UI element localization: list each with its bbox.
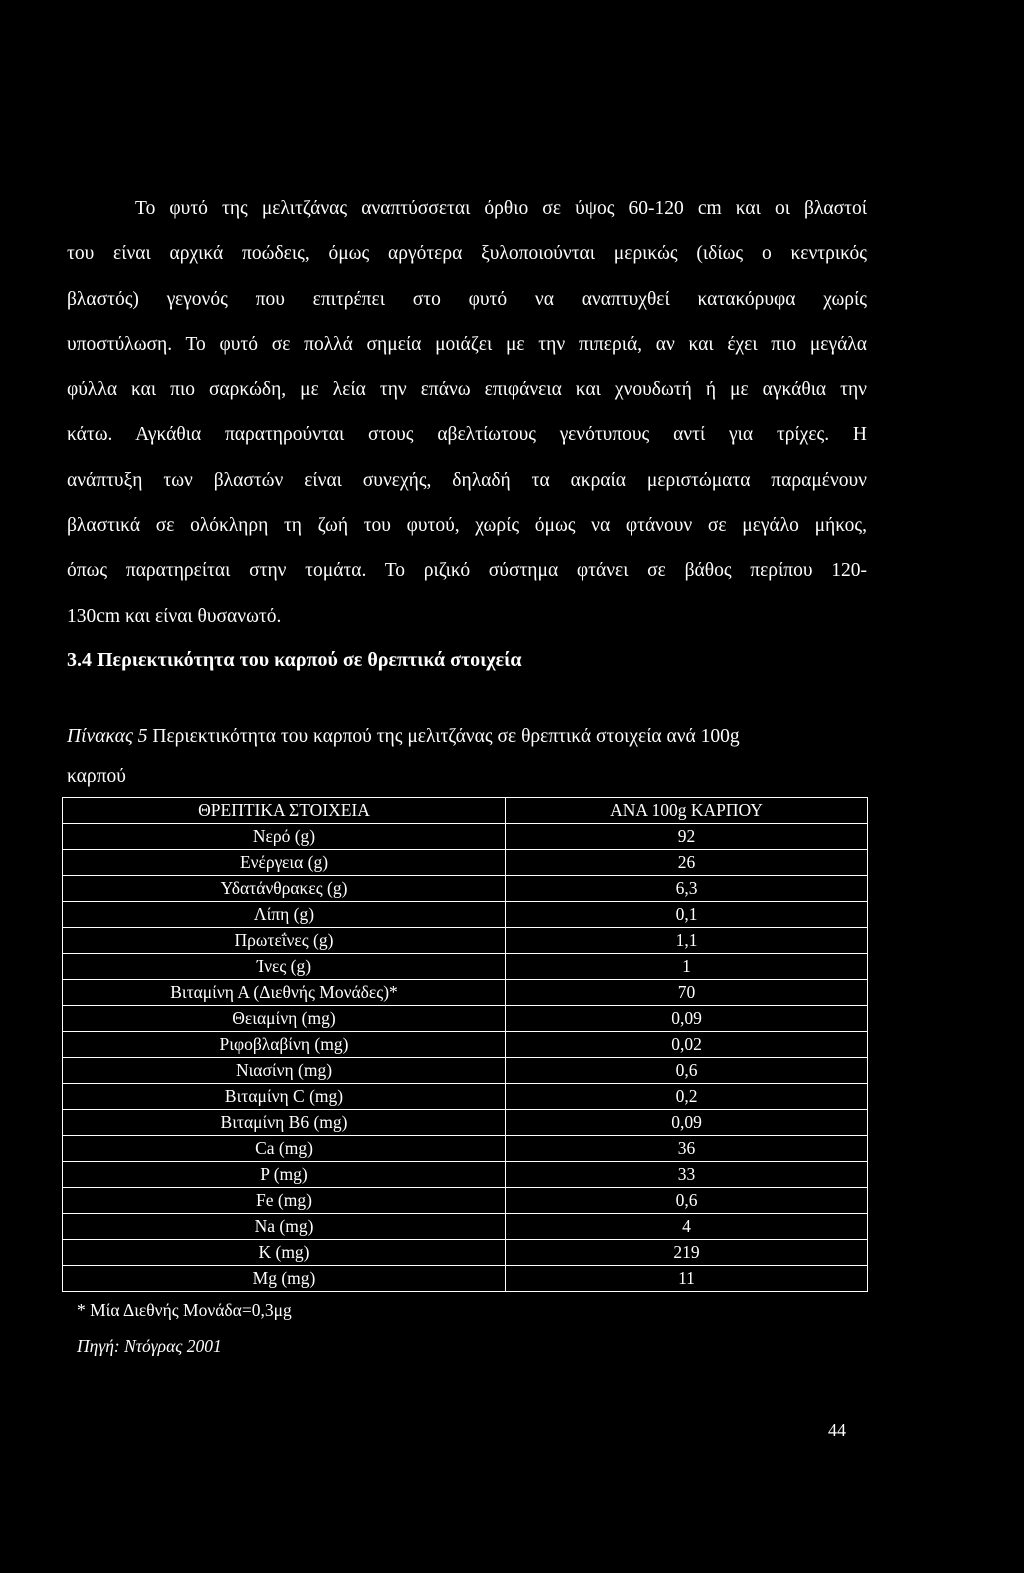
paragraph-line: του είναι αρχικά ποώδεις, όμως αργότερα ξυλοποιούνται μερικώς (ιδίως ο κεντρικός [67, 243, 867, 265]
nutrient-name-cell: Fe (mg) [63, 1188, 506, 1214]
nutrient-value-cell: 0,02 [506, 1032, 868, 1058]
paragraph-line: όπως παρατηρείται στην τομάτα. Το ριζικό σύστημα φτάνει σε βάθος περίπου 120- [67, 560, 867, 582]
page-number: 44 [828, 1420, 846, 1440]
nutrient-value-cell: 0,2 [506, 1084, 868, 1110]
paragraph-line: κάτω. Αγκάθια παρατηρούνται στους αβελτίωτους γενότυπους αντί για τρίχες. Η [67, 424, 867, 446]
nutrient-value-cell: 36 [506, 1136, 868, 1162]
nutrient-name-cell: Λίπη (g) [63, 902, 506, 928]
paragraph-line: βλαστός) γεγονός που επιτρέπει στο φυτό να αναπτυχθεί κατακόρυφα χωρίς [67, 288, 867, 310]
nutrient-value-cell: 33 [506, 1162, 868, 1188]
footnote: * Μία Διεθνής Μονάδα=0,3μg [77, 1300, 292, 1320]
caption-second-line: καρπού [67, 766, 126, 787]
caption-label: Πίνακας 5 [67, 726, 148, 747]
source-note: Πηγή: Ντόγρας 2001 [77, 1336, 222, 1356]
nutrient-value-cell: 0,1 [506, 902, 868, 928]
paragraph-line: 130cm και είναι θυσανωτό. [67, 605, 282, 627]
nutrient-name-cell: Νερό (g) [63, 824, 506, 850]
paragraph-line: ανάπτυξη των βλαστών είναι συνεχής, δηλαδή τα ακραία μεριστώματα παραμένουν [67, 469, 867, 491]
caption-first-line [67, 717, 867, 757]
table-row [63, 1240, 868, 1266]
table-body [63, 824, 868, 1292]
table-row [63, 1136, 868, 1162]
nutrient-value-cell: 26 [506, 850, 868, 876]
nutrient-name-cell: Πρωτεΐνες (g) [63, 928, 506, 954]
nutrient-name-cell: Βιταμίνη Β6 (mg) [63, 1110, 506, 1136]
nutrient-name-cell: Νιασίνη (mg) [63, 1058, 506, 1084]
nutrient-table [62, 797, 868, 1292]
table-row [63, 1110, 868, 1136]
table-row [63, 928, 868, 954]
nutrient-value-cell: 70 [506, 980, 868, 1006]
nutrient-value-cell: 6,3 [506, 876, 868, 902]
table-row [63, 1214, 868, 1240]
nutrient-name-cell: Mg (mg) [63, 1266, 506, 1292]
table-caption [67, 717, 867, 797]
nutrient-name-cell: Ca (mg) [63, 1136, 506, 1162]
table-row [63, 1266, 868, 1292]
table-row [63, 980, 868, 1006]
table-row [63, 1058, 868, 1084]
table-header-row [63, 798, 868, 824]
header-per-100g: ΑΝΑ 100g ΚΑΡΠΟΥ [506, 798, 868, 824]
paragraph-line: φύλλα και πιο σαρκώδη, με λεία την επάνω επιφάνεια και χνουδωτή ή με αγκάθια την [67, 379, 867, 401]
nutrient-value-cell: 0,09 [506, 1110, 868, 1136]
nutrient-value-cell: 1 [506, 954, 868, 980]
nutrient-value-cell: 4 [506, 1214, 868, 1240]
caption-text: Περιεκτικότητα του καρπού της μελιτζάνας σε θρεπτικά στοιχεία ανά 100g [147, 726, 740, 747]
table-row [63, 824, 868, 850]
table-row [63, 1032, 868, 1058]
section-heading: 3.4 Περιεκτικότητα του καρπού σε θρεπτικά στοιχεία [67, 649, 522, 671]
nutrient-name-cell: Βιταμίνη C (mg) [63, 1084, 506, 1110]
nutrient-name-cell: Θειαμίνη (mg) [63, 1006, 506, 1032]
nutrient-value-cell: 219 [506, 1240, 868, 1266]
nutrient-value-cell: 0,09 [506, 1006, 868, 1032]
table-row [63, 876, 868, 902]
nutrient-value-cell: 0,6 [506, 1188, 868, 1214]
nutrient-name-cell: K (mg) [63, 1240, 506, 1266]
table-row [63, 1188, 868, 1214]
table-row [63, 1006, 868, 1032]
nutrient-value-cell: 92 [506, 824, 868, 850]
paragraph-line: βλαστικά σε ολόκληρη τη ζωή του φυτού, χωρίς όμως να φτάνουν σε μεγάλο μήκος, [67, 515, 867, 537]
nutrient-value-cell: 11 [506, 1266, 868, 1292]
table-row [63, 850, 868, 876]
paragraph-line: υποστύλωση. Το φυτό σε πολλά σημεία μοιάζει με την πιπεριά, αν και έχει πιο μεγάλα [67, 333, 867, 355]
table-row [63, 1162, 868, 1188]
nutrient-value-cell: 0,6 [506, 1058, 868, 1084]
paragraph-line: Το φυτό της μελιτζάνας αναπτύσσεται όρθιο σε ύψος 60-120 cm και οι βλαστοί [135, 198, 867, 219]
nutrient-name-cell: Ενέργεια (g) [63, 850, 506, 876]
nutrient-name-cell: Υδατάνθρακες (g) [63, 876, 506, 902]
header-nutrient: ΘΡΕΠΤΙΚΑ ΣΤΟΙΧΕΙΑ [63, 798, 506, 824]
nutrient-name-cell: Βιταμίνη Α (Διεθνής Μονάδες)* [63, 980, 506, 1006]
table-row [63, 902, 868, 928]
nutrient-name-cell: Ριφοβλαβίνη (mg) [63, 1032, 506, 1058]
nutrient-name-cell: P (mg) [63, 1162, 506, 1188]
body-paragraph [67, 186, 867, 639]
table-row [63, 1084, 868, 1110]
nutrient-name-cell: Ίνες (g) [63, 954, 506, 980]
nutrient-name-cell: Na (mg) [63, 1214, 506, 1240]
table-row [63, 954, 868, 980]
nutrient-value-cell: 1,1 [506, 928, 868, 954]
